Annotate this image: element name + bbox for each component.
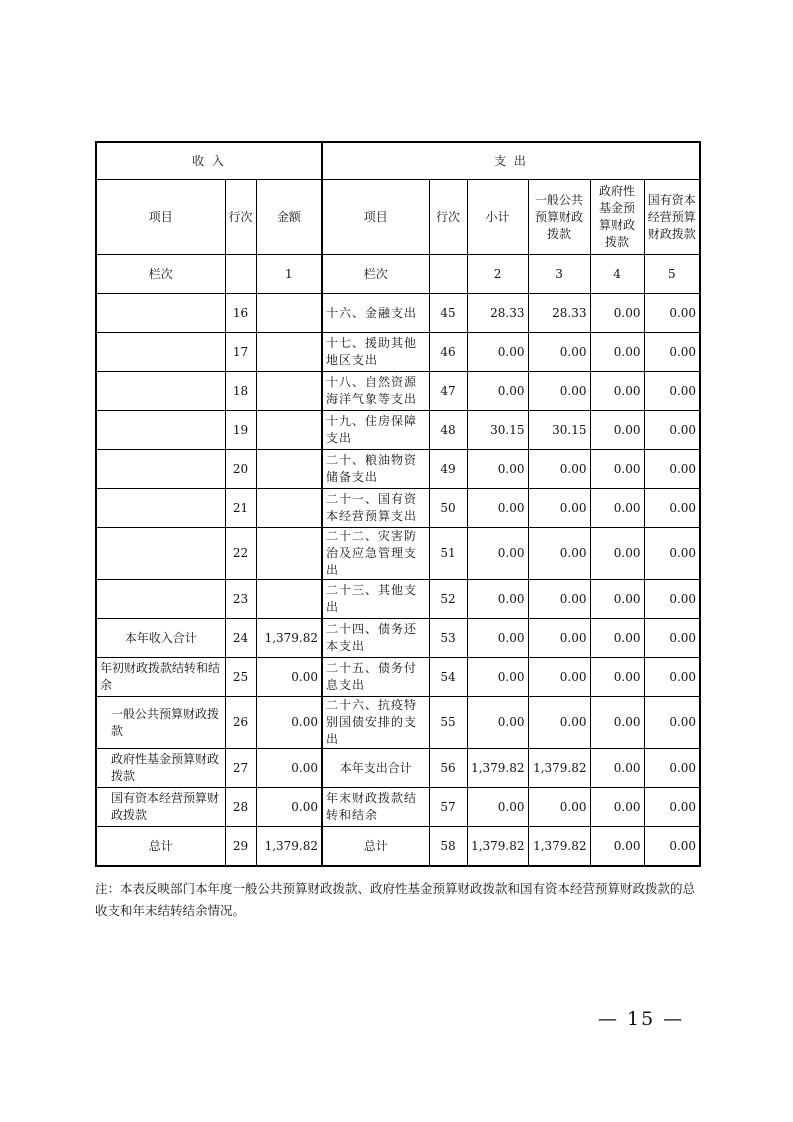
income-row-no-cell: 27 (225, 749, 256, 788)
expense-item-cell: 二十三、其他支出 (322, 580, 429, 619)
expense-row-no-cell: 55 (429, 697, 467, 749)
fund-budget-cell: 0.00 (590, 749, 644, 788)
expense-item-cell: 二十、粮油物资储备支出 (322, 450, 429, 489)
income-row-no-cell: 26 (225, 697, 256, 749)
state-capital-cell: 0.00 (644, 450, 700, 489)
expense-item-cell: 十六、金融支出 (322, 294, 429, 333)
expense-row-no-cell: 50 (429, 489, 467, 528)
fund-budget-cell: 0.00 (590, 372, 644, 411)
fund-budget-cell: 0.00 (590, 788, 644, 827)
state-capital-cell: 0.00 (644, 827, 700, 867)
income-row-no-cell: 23 (225, 580, 256, 619)
general-budget-cell: 30.15 (528, 411, 590, 450)
expense-row-no-cell: 56 (429, 749, 467, 788)
income-amount-cell: 0.00 (256, 788, 322, 827)
lanci-expense-empty (429, 255, 467, 294)
lanci-empty (225, 255, 256, 294)
expense-row-no-cell: 49 (429, 450, 467, 489)
table-row (96, 697, 700, 749)
table-row (96, 411, 700, 450)
general-budget-cell: 0.00 (528, 580, 590, 619)
lanci-amount-no: 1 (256, 255, 322, 294)
income-amount-cell (256, 372, 322, 411)
general-budget-cell: 0.00 (528, 450, 590, 489)
income-item-cell (96, 372, 225, 411)
income-item-cell (96, 528, 225, 580)
fiscal-allocation-table (95, 141, 701, 867)
income-section-header: 收 入 (96, 142, 322, 180)
subtotal-cell: 1,379.82 (467, 827, 528, 867)
page-number: — 15 — (598, 1008, 685, 1030)
lanci-col-3: 3 (528, 255, 590, 294)
subtotal-cell: 0.00 (467, 580, 528, 619)
state-capital-cell: 0.00 (644, 528, 700, 580)
general-budget-cell: 1,379.82 (528, 749, 590, 788)
col-header-income-item: 项目 (96, 180, 225, 255)
income-item-cell: 总计 (96, 827, 225, 867)
expense-item-cell: 十七、援助其他地区支出 (322, 333, 429, 372)
subtotal-cell: 28.33 (467, 294, 528, 333)
expense-item-cell: 二十六、抗疫特别国债安排的支出 (322, 697, 429, 749)
income-amount-cell: 1,379.82 (256, 827, 322, 867)
fund-budget-cell: 0.00 (590, 697, 644, 749)
income-amount-cell (256, 489, 322, 528)
subtotal-cell: 0.00 (467, 788, 528, 827)
subtotal-cell: 1,379.82 (467, 749, 528, 788)
income-row-no-cell: 25 (225, 658, 256, 697)
col-header-general-budget: 一般公共预算财政拨款 (528, 180, 590, 255)
table-row (96, 749, 700, 788)
fund-budget-cell: 0.00 (590, 450, 644, 489)
income-item-cell (96, 411, 225, 450)
fund-budget-cell: 0.00 (590, 658, 644, 697)
income-row-no-cell: 20 (225, 450, 256, 489)
table-row (96, 827, 700, 867)
expense-row-no-cell: 46 (429, 333, 467, 372)
fund-budget-cell: 0.00 (590, 619, 644, 658)
expense-item-cell: 十八、自然资源海洋气象等支出 (322, 372, 429, 411)
lanci-col-4: 4 (590, 255, 644, 294)
table-row (96, 372, 700, 411)
lanci-label: 栏次 (96, 255, 225, 294)
expense-row-no-cell: 47 (429, 372, 467, 411)
income-item-cell: 年初财政拨款结转和结余 (96, 658, 225, 697)
col-header-state-capital-budget: 国有资本经营预算财政拨款 (644, 180, 700, 255)
fund-budget-cell: 0.00 (590, 333, 644, 372)
expense-item-cell: 年末财政拨款结转和结余 (322, 788, 429, 827)
general-budget-cell: 0.00 (528, 788, 590, 827)
column-number-row (96, 255, 700, 294)
table-row (96, 788, 700, 827)
income-item-cell (96, 294, 225, 333)
income-item-cell: 国有资本经营预算财政拨款 (96, 788, 225, 827)
income-amount-cell: 1,379.82 (256, 619, 322, 658)
subtotal-cell: 30.15 (467, 411, 528, 450)
general-budget-cell: 0.00 (528, 658, 590, 697)
state-capital-cell: 0.00 (644, 658, 700, 697)
general-budget-cell: 0.00 (528, 372, 590, 411)
subtotal-cell: 0.00 (467, 528, 528, 580)
col-header-fund-budget: 政府性基金预算财政拨款 (590, 180, 644, 255)
income-item-cell: 政府性基金预算财政拨款 (96, 749, 225, 788)
lanci-expense-label: 栏次 (322, 255, 429, 294)
col-header-expense-item: 项目 (322, 180, 429, 255)
subtotal-cell: 0.00 (467, 658, 528, 697)
fund-budget-cell: 0.00 (590, 411, 644, 450)
expense-item-cell: 二十四、债务还本支出 (322, 619, 429, 658)
state-capital-cell: 0.00 (644, 697, 700, 749)
expense-row-no-cell: 54 (429, 658, 467, 697)
income-amount-cell (256, 528, 322, 580)
table-row (96, 528, 700, 580)
state-capital-cell: 0.00 (644, 619, 700, 658)
income-amount-cell: 0.00 (256, 658, 322, 697)
lanci-col-5: 5 (644, 255, 700, 294)
table-row (96, 619, 700, 658)
section-header-row (96, 142, 700, 180)
expense-row-no-cell: 48 (429, 411, 467, 450)
income-amount-cell (256, 450, 322, 489)
income-row-no-cell: 19 (225, 411, 256, 450)
expense-item-cell: 二十二、灾害防治及应急管理支出 (322, 528, 429, 580)
income-item-cell: 本年收入合计 (96, 619, 225, 658)
income-item-cell (96, 450, 225, 489)
subtotal-cell: 0.00 (467, 450, 528, 489)
column-header-row (96, 180, 700, 255)
expense-row-no-cell: 58 (429, 827, 467, 867)
expense-row-no-cell: 57 (429, 788, 467, 827)
state-capital-cell: 0.00 (644, 294, 700, 333)
subtotal-cell: 0.00 (467, 619, 528, 658)
income-row-no-cell: 28 (225, 788, 256, 827)
lanci-col-2: 2 (467, 255, 528, 294)
state-capital-cell: 0.00 (644, 788, 700, 827)
income-amount-cell (256, 580, 322, 619)
fund-budget-cell: 0.00 (590, 827, 644, 867)
income-row-no-cell: 18 (225, 372, 256, 411)
subtotal-cell: 0.00 (467, 697, 528, 749)
subtotal-cell: 0.00 (467, 489, 528, 528)
col-header-income-row-no: 行次 (225, 180, 256, 255)
expense-item-cell: 二十一、国有资本经营预算支出 (322, 489, 429, 528)
table-row (96, 658, 700, 697)
income-row-no-cell: 16 (225, 294, 256, 333)
expense-item-cell: 二十五、债务付息支出 (322, 658, 429, 697)
general-budget-cell: 0.00 (528, 333, 590, 372)
income-amount-cell (256, 294, 322, 333)
expense-section-header: 支 出 (322, 142, 700, 180)
general-budget-cell: 28.33 (528, 294, 590, 333)
state-capital-cell: 0.00 (644, 489, 700, 528)
income-row-no-cell: 24 (225, 619, 256, 658)
income-item-cell (96, 489, 225, 528)
table-row (96, 333, 700, 372)
fund-budget-cell: 0.00 (590, 580, 644, 619)
expense-item-cell: 总计 (322, 827, 429, 867)
general-budget-cell: 0.00 (528, 489, 590, 528)
general-budget-cell: 0.00 (528, 528, 590, 580)
general-budget-cell: 0.00 (528, 697, 590, 749)
income-row-no-cell: 21 (225, 489, 256, 528)
table-row (96, 580, 700, 619)
table-footnote: 注：本表反映部门本年度一般公共预算财政拨款、政府性基金预算财政拨款和国有资本经营预算财政拨款的总收支和年末结转结余情况。 (95, 881, 696, 918)
expense-row-no-cell: 45 (429, 294, 467, 333)
expense-row-no-cell: 51 (429, 528, 467, 580)
income-item-cell (96, 333, 225, 372)
fund-budget-cell: 0.00 (590, 528, 644, 580)
state-capital-cell: 0.00 (644, 372, 700, 411)
expense-row-no-cell: 52 (429, 580, 467, 619)
expense-item-cell: 十九、住房保障支出 (322, 411, 429, 450)
col-header-subtotal: 小计 (467, 180, 528, 255)
fund-budget-cell: 0.00 (590, 294, 644, 333)
income-row-no-cell: 29 (225, 827, 256, 867)
subtotal-cell: 0.00 (467, 372, 528, 411)
state-capital-cell: 0.00 (644, 749, 700, 788)
income-row-no-cell: 22 (225, 528, 256, 580)
income-item-cell: 一般公共预算财政拨款 (96, 697, 225, 749)
state-capital-cell: 0.00 (644, 411, 700, 450)
income-row-no-cell: 17 (225, 333, 256, 372)
income-item-cell (96, 580, 225, 619)
income-amount-cell (256, 411, 322, 450)
state-capital-cell: 0.00 (644, 580, 700, 619)
col-header-amount: 金额 (256, 180, 322, 255)
income-amount-cell (256, 333, 322, 372)
expense-item-cell: 本年支出合计 (322, 749, 429, 788)
col-header-expense-row-no: 行次 (429, 180, 467, 255)
state-capital-cell: 0.00 (644, 333, 700, 372)
table-row (96, 450, 700, 489)
income-amount-cell: 0.00 (256, 749, 322, 788)
income-amount-cell: 0.00 (256, 697, 322, 749)
general-budget-cell: 0.00 (528, 619, 590, 658)
fund-budget-cell: 0.00 (590, 489, 644, 528)
table-row (96, 489, 700, 528)
subtotal-cell: 0.00 (467, 333, 528, 372)
expense-row-no-cell: 53 (429, 619, 467, 658)
table-row (96, 294, 700, 333)
general-budget-cell: 1,379.82 (528, 827, 590, 867)
